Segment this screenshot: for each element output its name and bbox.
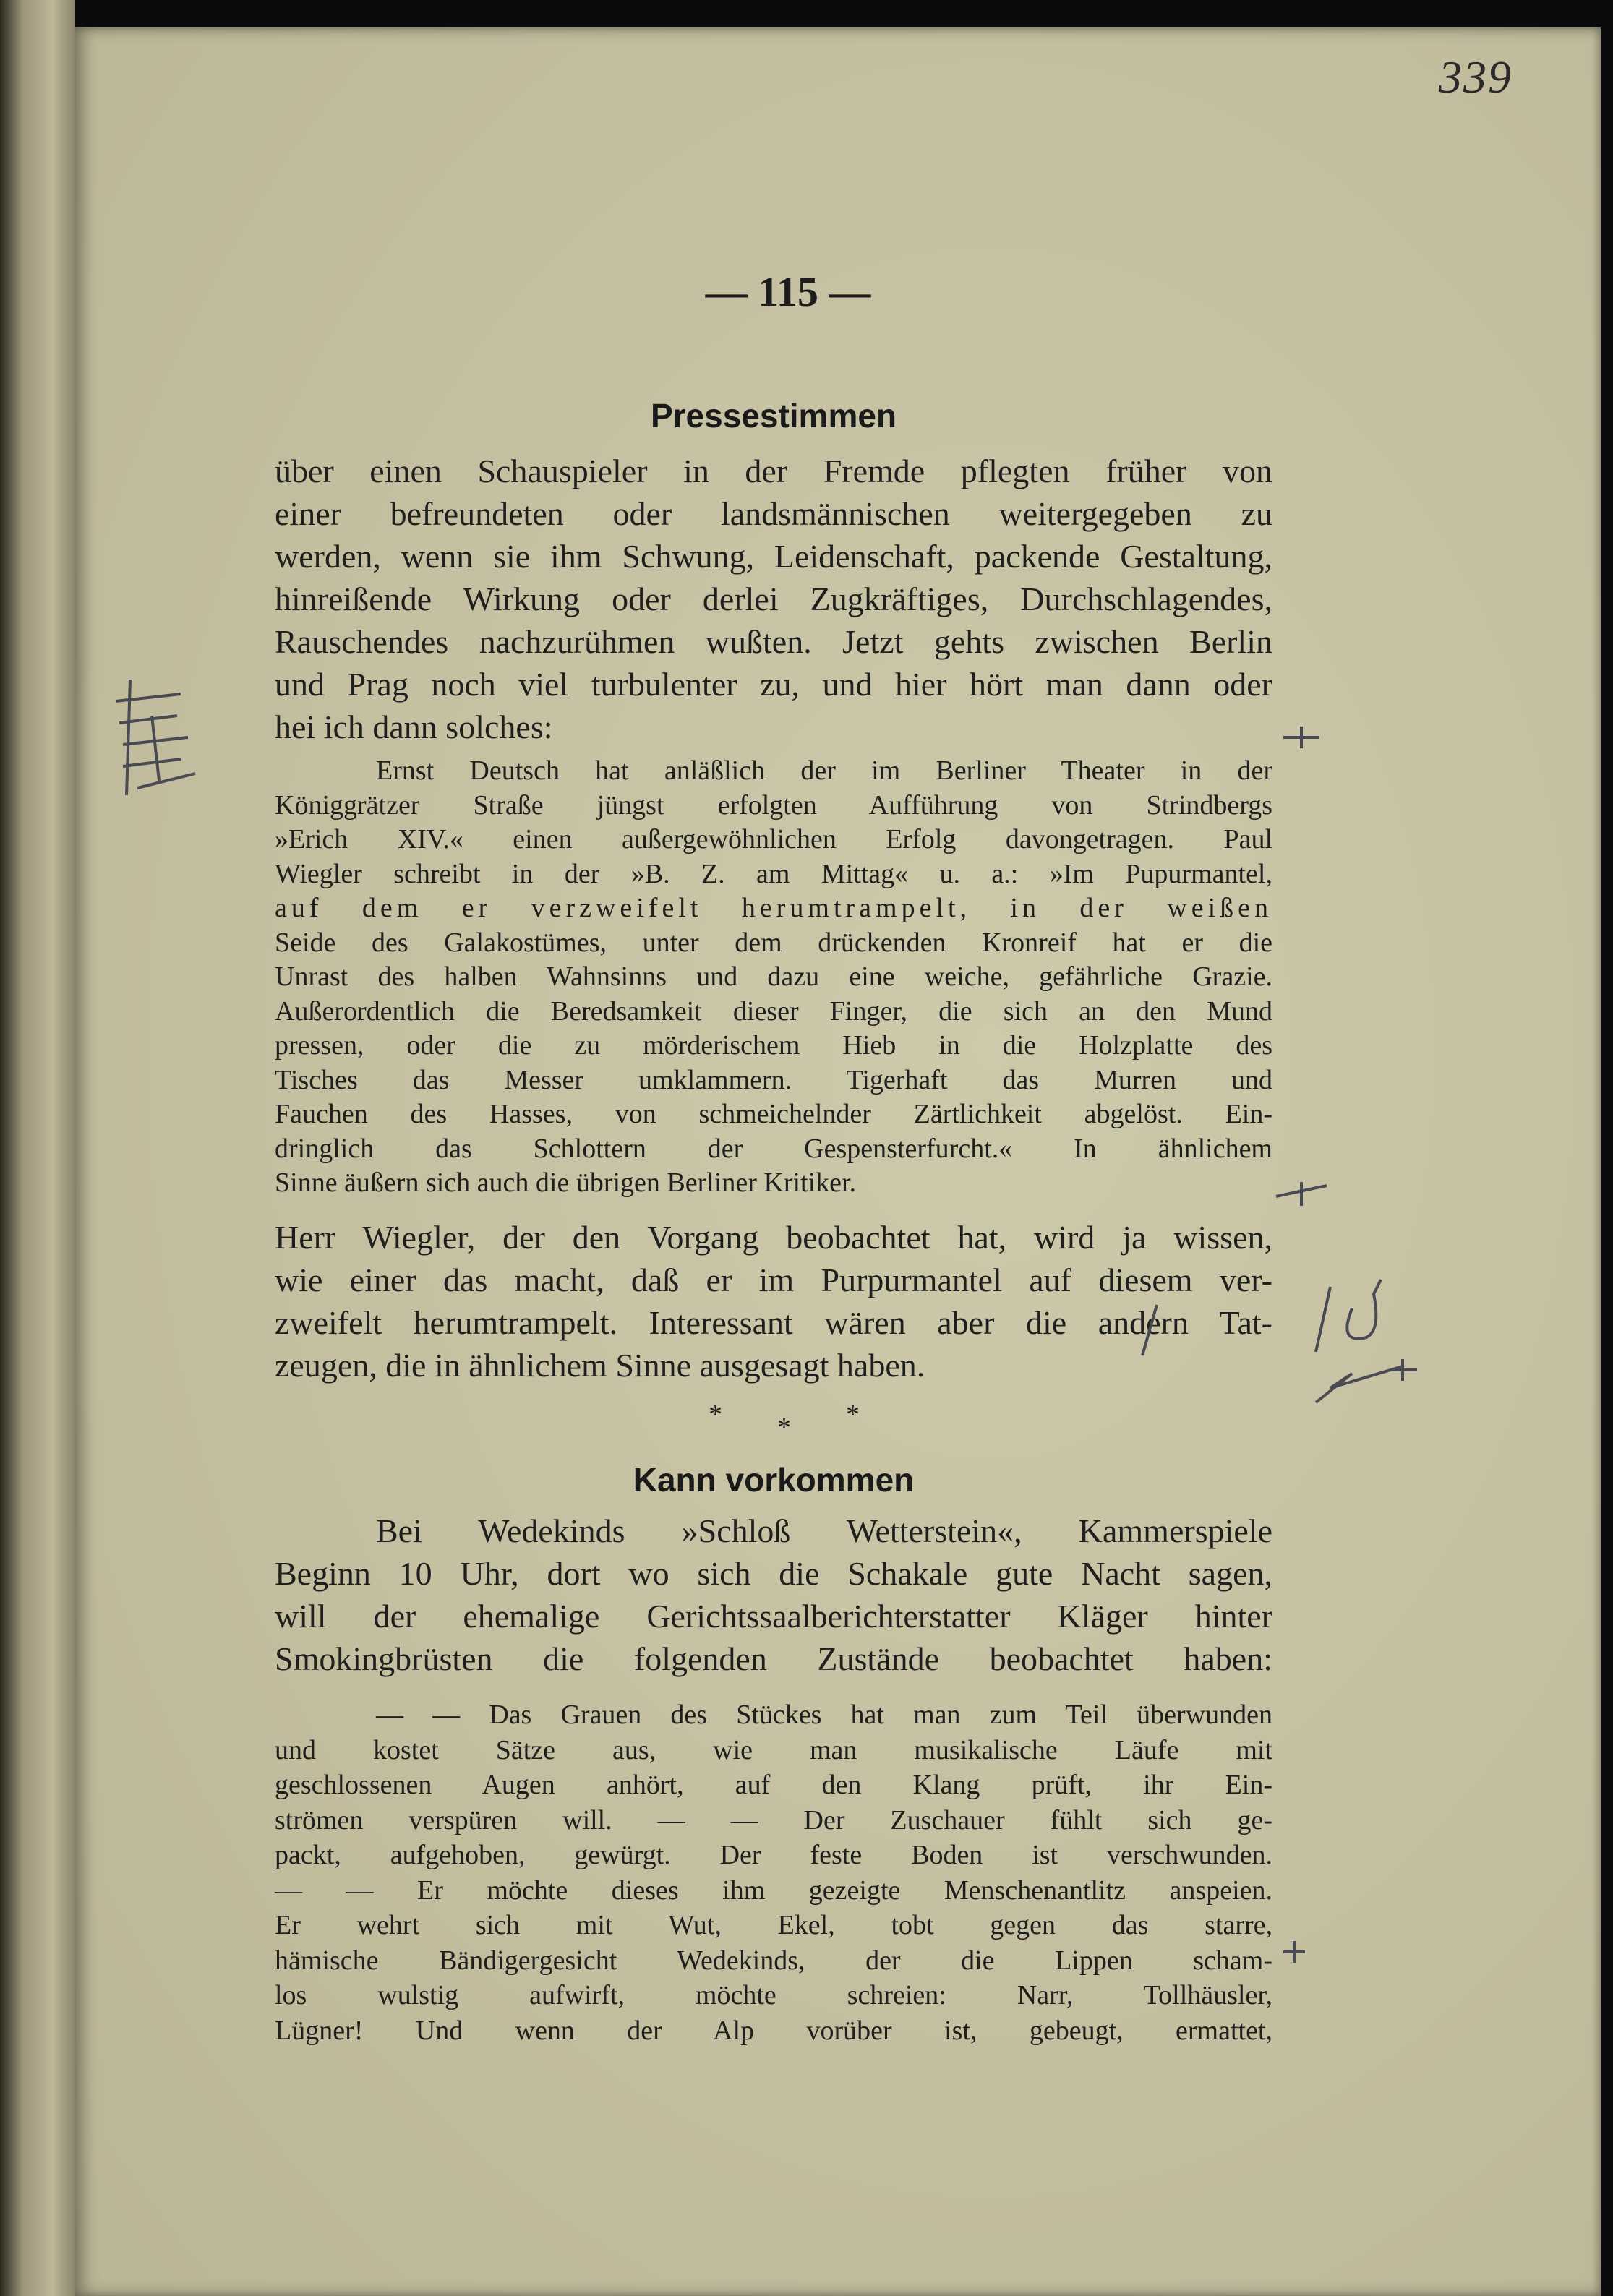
text-line: will der ehemalige Gerichtssaalberichterstatter Kläger hinter bbox=[275, 1598, 1272, 1635]
handwritten-page-number: 339 bbox=[1439, 51, 1513, 103]
separator-star: * bbox=[846, 1400, 860, 1430]
text-line: Rauschendes nachzurühmen wußten. Jetzt gehts zwischen Berlin bbox=[275, 623, 1272, 660]
text-line: Wiegler schreibt in der »B. Z. am Mittag« u. a.: »Im Pupurmantel, bbox=[275, 858, 1272, 889]
text-line: strömen verspüren will. — — Der Zuschauer fühlt sich ge- bbox=[275, 1804, 1272, 1835]
pencil-scribble-mark bbox=[108, 672, 202, 802]
text-line: dringlich das Schlottern der Gespensterfurcht.« In ähnlichem bbox=[275, 1133, 1272, 1164]
text-line: werden, wenn sie ihm Schwung, Leidenschaft, packende Gestaltung, bbox=[275, 538, 1272, 575]
text-line: — — Er möchte dieses ihm gezeigte Menschenantlitz anspeien. bbox=[275, 1875, 1272, 1906]
text-line: Beginn 10 Uhr, dort wo sich die Schakale gute Nacht sagen, bbox=[275, 1555, 1272, 1592]
text-line: Er wehrt sich mit Wut, Ekel, tobt gegen das starre, bbox=[275, 1910, 1272, 1940]
separator-star: * bbox=[709, 1400, 722, 1430]
section2-intro bbox=[275, 1509, 1272, 1680]
text-line: Sinne äußern sich auch die übrigen Berliner Kritiker. bbox=[275, 1168, 857, 1198]
text-line: pressen, oder die zu mörderischem Hieb in die Holzplatte des bbox=[275, 1030, 1272, 1061]
text-line: Smokingbrüsten die folgenden Zustände beobachtet haben: bbox=[275, 1640, 1272, 1677]
text-line: und kostet Sätze aus, wie man musikalische Läufe mit bbox=[275, 1734, 1272, 1765]
section1-intro bbox=[275, 450, 1272, 748]
pencil-cross-mark bbox=[1272, 1178, 1330, 1207]
pencil-cross-mark bbox=[1280, 1937, 1309, 1966]
section1-quote bbox=[275, 754, 1272, 1201]
page-number: — 115 — bbox=[705, 268, 871, 315]
text-line: Seide des Galakostümes, unter dem drückenden Kronreif hat er die bbox=[275, 927, 1272, 958]
facing-page-edge bbox=[0, 0, 75, 2296]
text-line: »Erich XIV.« einen außergewöhnlichen Erfolg davongetragen. Paul bbox=[275, 824, 1272, 854]
section1-commentary bbox=[275, 1216, 1272, 1387]
text-line: los wulstig aufwirft, möchte schreien: Narr, Tollhäusler, bbox=[275, 1980, 1272, 2010]
separator-star: * bbox=[777, 1413, 791, 1443]
text-line: Fauchen des Hasses, von schmeichelnder Zärtlichkeit abgelöst. Ein- bbox=[275, 1099, 1272, 1129]
section2-quote bbox=[275, 1697, 1272, 2048]
text-line: einer befreundeten oder landsmännischen weitergegeben zu bbox=[275, 495, 1272, 532]
pencil-cross-mark bbox=[1280, 723, 1323, 752]
section-separator bbox=[680, 1399, 897, 1442]
text-line: Ernst Deutsch hat anläßlich der im Berliner Theater in der bbox=[376, 755, 1272, 786]
text-line: hämische Bändigergesicht Wedekinds, der die Lippen scham- bbox=[275, 1945, 1272, 1976]
text-line: hinreißende Wirkung oder derlei Zugkräftiges, Durchschlagendes, bbox=[275, 581, 1272, 617]
text-line: zeugen, die in ähnlichem Sinne ausgesagt haben. bbox=[275, 1347, 925, 1384]
text-line: geschlossenen Augen anhört, auf den Klang prüft, ihr Ein- bbox=[275, 1770, 1272, 1800]
text-line: auf dem er verzweifelt herumtrampelt, in der weißen bbox=[275, 893, 1272, 923]
text-line: wie einer das macht, daß er im Purpurmantel auf diesem ver- bbox=[275, 1261, 1272, 1298]
text-line: Lügner! Und wenn der Alp vorüber ist, gebeugt, ermattet, bbox=[275, 2015, 1272, 2046]
text-line: Außerordentlich die Beredsamkeit dieser Finger, die sich an den Mund bbox=[275, 995, 1272, 1027]
text-line: hei ich dann solches: bbox=[275, 708, 553, 745]
text-line: Herr Wiegler, der den Vorgang beobachtet hat, wird ja wissen, bbox=[275, 1219, 1272, 1256]
section-title-kann-vorkommen: Kann vorkommen bbox=[633, 1461, 915, 1499]
text-line: und Prag noch viel turbulenter zu, und hier hört man dann oder bbox=[275, 666, 1272, 703]
pencil-bracket-mark bbox=[1301, 1265, 1432, 1410]
text-line: — — Das Grauen des Stückes hat man zum Teil überwunden bbox=[376, 1700, 1272, 1730]
section-title-pressestimmen: Pressestimmen bbox=[650, 397, 897, 434]
text-line: Bei Wedekinds »Schloß Wetterstein«, Kammerspiele bbox=[376, 1512, 1272, 1549]
text-line: über einen Schauspieler in der Fremde pflegten früher von bbox=[275, 453, 1272, 489]
text-line: packt, aufgehoben, gewürgt. Der feste Boden ist verschwunden. bbox=[275, 1840, 1272, 1870]
text-line: zweifelt herumtrampelt. Interessant wären aber die andern Tat- bbox=[275, 1304, 1272, 1341]
text-line: Unrast des halben Wahnsinns und dazu eine weiche, gefährliche Grazie. bbox=[275, 961, 1272, 992]
text-line: Königgrätzer Straße jüngst erfolgten Aufführung von Strindbergs bbox=[275, 789, 1272, 821]
pencil-slash-mark bbox=[1135, 1301, 1164, 1359]
text-line: Tisches das Messer umklammern. Tigerhaft das Murren und bbox=[275, 1064, 1272, 1095]
